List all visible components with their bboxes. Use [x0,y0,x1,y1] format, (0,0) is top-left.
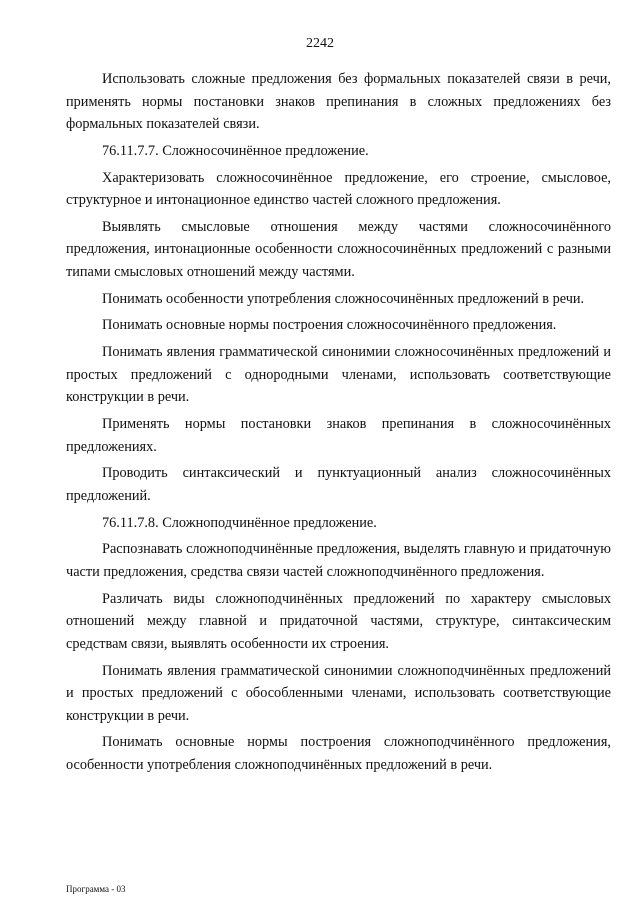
paragraph-synonymy-compound: Понимать явления грамматической синонимии сложносочинённых предложений и простых предложений с однородными членами, использовать соответствующие конструкции в речи. [66,344,611,406]
paragraph-recognize-complex: Распознавать сложноподчинённые предложения, выделять главную и придаточную части предложения, средства связи частей сложноподчинённого предложения. [66,541,611,580]
paragraph-usage-complex-sentences: Использовать сложные предложения без формальных показателей связи в речи, применять нормы постановки знаков препинания в сложных предложениях без формальных показателей связи. [66,71,611,132]
paragraph-characterize-compound: Характеризовать сложносочинённое предложение, его строение, смысловое, структурное и интонационное единство частей сложного предложения. [66,169,611,209]
paragraph-synonymy-complex: Понимать явления грамматической синонимии сложноподчинённых предложений и простых предложений с обособленными членами, использовать соответствующие конструкции в речи. [66,662,611,724]
section-heading-compound-sentence: 76.11.7.7. Сложносочинённое предложение. [102,142,369,159]
document-body [66,68,611,781]
paragraph-distinguish-types: Различать виды сложноподчинённых предложений по характеру смысловых отношений между главной и придаточной частями, структуре, синтаксическим средствам связи, выявлять особенности их строения. [66,590,611,652]
paragraph-norms-complex: Понимать основные нормы построения сложноподчинённого предложения, особенности употребления сложноподчинённых предложений в речи. [66,734,611,773]
paragraph-understand-norms: Понимать основные нормы построения сложносочинённого предложения. [102,317,557,334]
paragraph-identify-relations: Выявлять смысловые отношения между частями сложносочинённого предложения, интонационные особенности сложносочинённых предложений с разными типами смысловых отношений между частями. [66,218,611,280]
paragraph-understand-usage: Понимать особенности употребления сложносочинённых предложений в речи. [102,290,585,307]
page-footer: Программа - 03 [66,884,126,894]
paragraph-punctuation-compound: Применять нормы постановки знаков препинания в сложносочинённых предложениях. [66,416,611,455]
section-heading-complex-sentence: 76.11.7.8. Сложноподчинённое предложение. [102,514,377,531]
page-number: 2242 [306,36,334,51]
paragraph-analysis-compound: Проводить синтаксический и пунктуационный анализ сложносочинённых предложений. [66,465,611,504]
